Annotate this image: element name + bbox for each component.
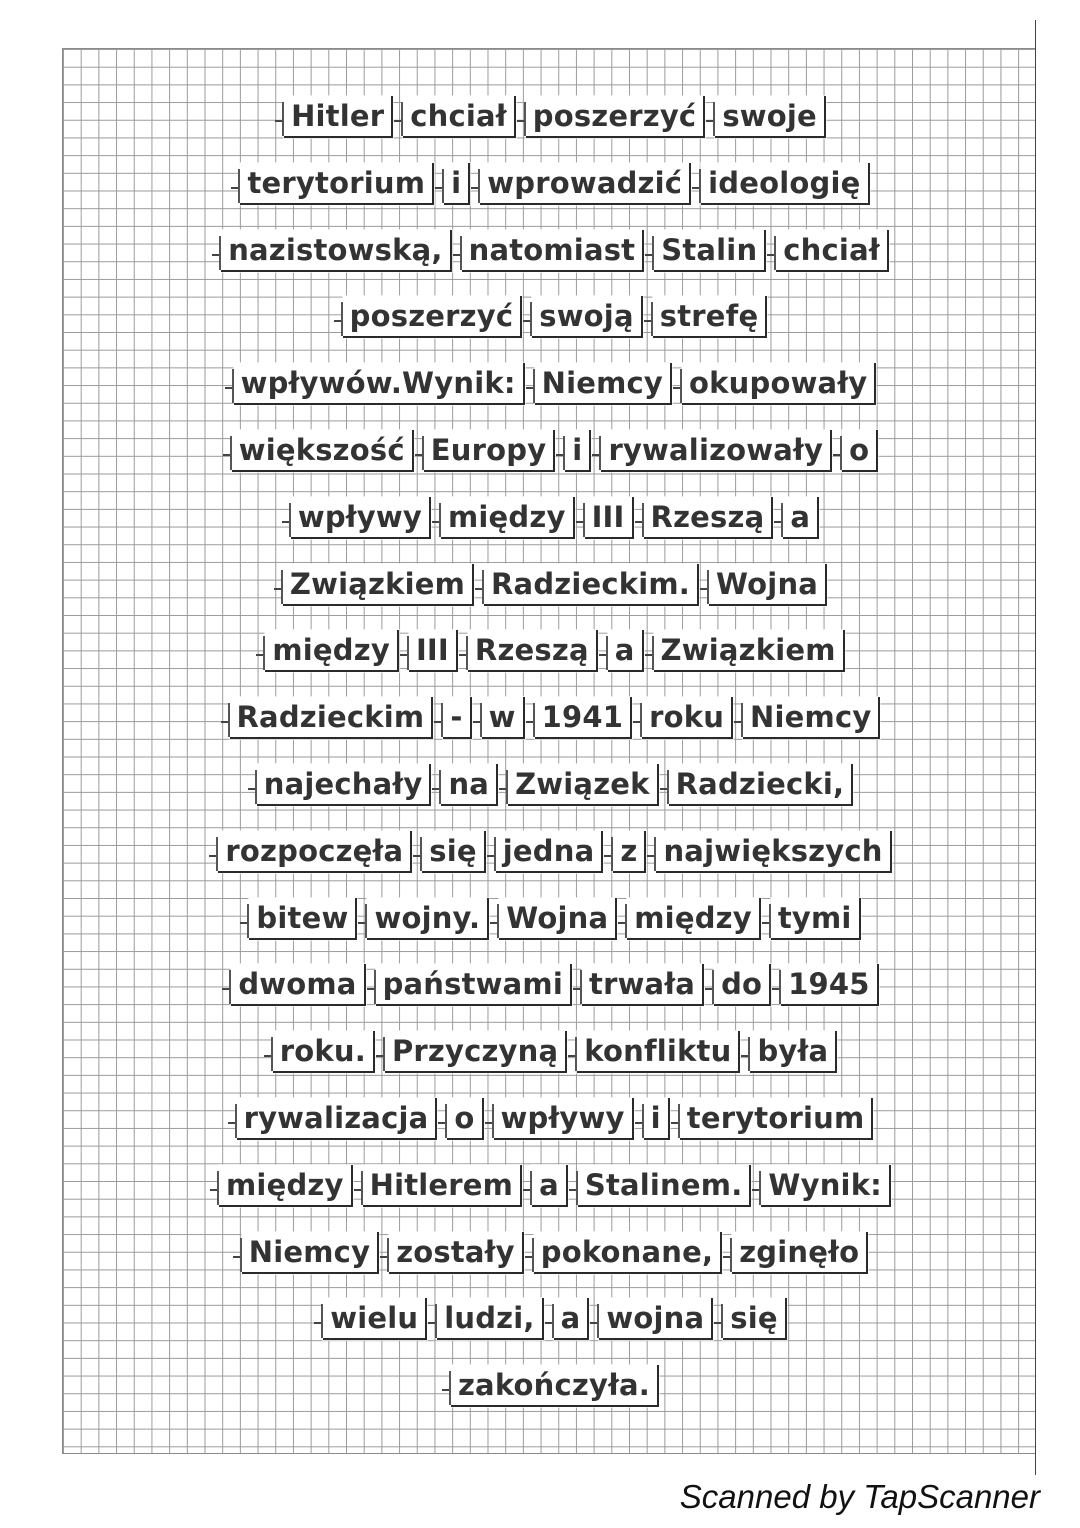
word: między xyxy=(627,898,761,940)
word: Hitler xyxy=(284,96,393,138)
word: największych xyxy=(656,831,891,873)
word: wielu xyxy=(323,1298,427,1340)
word: swoją xyxy=(532,296,643,338)
word: z xyxy=(613,831,646,873)
word: poszerzyć xyxy=(343,296,523,338)
word: Radzieckim xyxy=(230,697,434,739)
word: między xyxy=(265,630,399,672)
text-line xyxy=(283,560,827,610)
word: Europy xyxy=(424,430,556,472)
text-line xyxy=(231,960,878,1010)
handwritten-text-block xyxy=(200,92,910,1428)
page-edge-line xyxy=(1035,20,1036,1475)
word: roku xyxy=(642,697,733,739)
word: między xyxy=(219,1165,353,1207)
word: konfliktu xyxy=(577,1031,740,1073)
word: poszerzyć xyxy=(526,96,706,138)
word: a xyxy=(532,1165,568,1207)
word: III xyxy=(409,630,458,672)
text-line xyxy=(242,1228,868,1278)
word: Wojna xyxy=(499,898,617,940)
word: do xyxy=(714,964,771,1006)
word: nazistowską, xyxy=(221,230,451,272)
word: Przyczyną xyxy=(385,1031,567,1073)
word: wpływy xyxy=(291,497,431,539)
word: a xyxy=(608,630,644,672)
word: bitew xyxy=(249,898,357,940)
word: 1941 xyxy=(535,697,633,739)
text-line xyxy=(323,1294,787,1344)
word: Radziecki, xyxy=(669,764,854,806)
word: najechały xyxy=(257,764,432,806)
text-line xyxy=(257,760,853,810)
word: była xyxy=(750,1031,837,1073)
word: Stalinem. xyxy=(578,1165,752,1207)
word: Niemcy xyxy=(535,363,672,405)
word: terytorium xyxy=(680,1098,874,1140)
word: pokonane, xyxy=(534,1232,722,1274)
word: trwała xyxy=(582,964,704,1006)
text-line xyxy=(237,1094,874,1144)
word: się xyxy=(723,1298,786,1340)
word: chciał xyxy=(776,230,889,272)
word: wpływy xyxy=(494,1098,634,1140)
word: większość xyxy=(232,430,414,472)
word: w xyxy=(482,697,525,739)
word: zginęło xyxy=(732,1232,868,1274)
text-line xyxy=(240,159,869,209)
text-line xyxy=(232,426,879,476)
word: Związkiem xyxy=(283,564,474,606)
text-line xyxy=(234,359,877,409)
word: wprowadzić xyxy=(480,163,691,205)
word: o xyxy=(842,430,878,472)
text-line xyxy=(284,92,826,142)
text-line xyxy=(218,827,891,877)
word: III xyxy=(585,497,634,539)
word: Wynik: xyxy=(761,1165,891,1207)
word: Niemcy xyxy=(242,1232,379,1274)
word: - xyxy=(443,697,471,739)
word: między xyxy=(441,497,575,539)
word: ideologię xyxy=(701,163,869,205)
word: Stalin xyxy=(654,230,766,272)
word: i xyxy=(565,430,591,472)
word: rywalizacja xyxy=(237,1098,438,1140)
word: tymi xyxy=(771,898,861,940)
text-line xyxy=(249,894,860,944)
word: 1945 xyxy=(781,964,879,1006)
word: chciał xyxy=(403,96,516,138)
word: Niemcy xyxy=(743,697,880,739)
text-line xyxy=(273,1027,837,1077)
word: a xyxy=(554,1298,590,1340)
word: Wojna xyxy=(709,564,827,606)
text-line xyxy=(230,693,881,743)
word: rywalizowały xyxy=(601,430,832,472)
word: wpływów.Wynik: xyxy=(234,363,525,405)
text-line xyxy=(343,292,768,342)
word: zostały xyxy=(389,1232,524,1274)
word: dwoma xyxy=(231,964,365,1006)
scanner-credit: Scanned by TapScanner xyxy=(679,1478,1040,1515)
word: swoje xyxy=(715,96,826,138)
word: wojna xyxy=(599,1298,713,1340)
word: rozpoczęła xyxy=(218,831,412,873)
word: i xyxy=(444,163,470,205)
text-line xyxy=(451,1361,659,1411)
word: terytorium xyxy=(240,163,434,205)
word: strefę xyxy=(653,296,768,338)
word: o xyxy=(447,1098,483,1140)
word: państwami xyxy=(376,964,572,1006)
word: wojny. xyxy=(367,898,489,940)
word: natomiast xyxy=(462,230,645,272)
text-line xyxy=(291,493,819,543)
text-line xyxy=(219,1161,891,1211)
text-line xyxy=(221,226,889,276)
word: jedna xyxy=(496,831,604,873)
word: Rzeszą xyxy=(644,497,774,539)
word: roku. xyxy=(273,1031,375,1073)
word: Związek xyxy=(508,764,659,806)
word: Rzeszą xyxy=(468,630,598,672)
text-line xyxy=(265,626,844,676)
word: Hitlerem xyxy=(363,1165,522,1207)
word: okupowały xyxy=(682,363,876,405)
word: na xyxy=(441,764,498,806)
word: i xyxy=(644,1098,670,1140)
word: a xyxy=(783,497,819,539)
word: Radzieckim. xyxy=(484,564,699,606)
word: Związkiem xyxy=(654,630,845,672)
word: się xyxy=(422,831,485,873)
word: ludzi, xyxy=(437,1298,543,1340)
word: zakończyła. xyxy=(451,1365,659,1407)
